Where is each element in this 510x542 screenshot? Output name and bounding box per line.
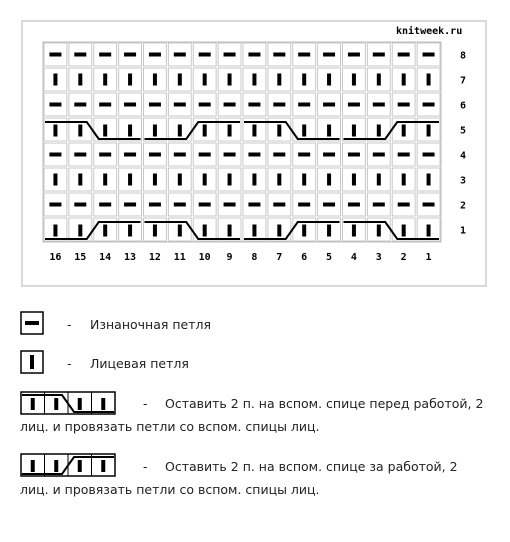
- purl-stitch-icon: [423, 103, 435, 107]
- knit-stitch-icon: [427, 125, 431, 137]
- knit-stitch-icon: [252, 74, 256, 86]
- purl-stitch-icon: [373, 203, 385, 207]
- knit-stitch-icon: [78, 125, 82, 137]
- site-label: knitweek.ru: [396, 26, 463, 37]
- purl-stitch-icon: [298, 203, 310, 207]
- knit-stitch-icon: [178, 174, 182, 186]
- purl-stitch-icon: [124, 153, 136, 157]
- knit-stitch-icon: [377, 125, 381, 137]
- purl-stitch-icon: [273, 153, 285, 157]
- knit-stitch-icon: [54, 398, 58, 410]
- knit-stitch-icon: [53, 74, 57, 86]
- column-number: 12: [148, 252, 161, 263]
- purl-stitch-icon: [174, 153, 186, 157]
- column-number: 9: [226, 252, 233, 263]
- knit-stitch-icon: [203, 225, 207, 237]
- knit-stitch-icon: [153, 174, 157, 186]
- legend-knit-text: Лицевая петля: [90, 356, 189, 371]
- knit-stitch-icon: [53, 225, 57, 237]
- purl-stitch-icon: [273, 103, 285, 107]
- purl-stitch-icon: [248, 153, 260, 157]
- knit-stitch-icon: [402, 74, 406, 86]
- legend-knit-dash: -: [67, 356, 72, 371]
- knit-stitch-icon: [252, 174, 256, 186]
- purl-stitch-icon: [74, 153, 86, 157]
- knit-stitch-icon: [352, 225, 356, 237]
- knit-stitch-icon: [78, 460, 82, 472]
- purl-stitch-icon: [149, 203, 161, 207]
- knit-stitch-icon: [128, 174, 132, 186]
- purl-stitch-icon: [298, 53, 310, 57]
- purl-stitch-icon: [398, 103, 410, 107]
- purl-symbol-icon: [25, 321, 39, 325]
- purl-stitch-icon: [174, 103, 186, 107]
- knit-stitch-icon: [352, 174, 356, 186]
- purl-stitch-icon: [224, 53, 236, 57]
- cable-front-cross-icon: [20, 390, 120, 416]
- knit-stitch-icon: [252, 225, 256, 237]
- purl-stitch-icon: [74, 53, 86, 57]
- knit-stitch-icon: [101, 460, 105, 472]
- row-number: 8: [460, 50, 467, 62]
- column-number: 11: [173, 252, 186, 263]
- column-number: 2: [400, 252, 407, 263]
- knit-stitch-icon: [128, 74, 132, 86]
- purl-stitch-icon: [99, 53, 111, 57]
- purl-stitch-icon: [323, 203, 335, 207]
- purl-stitch-icon: [149, 103, 161, 107]
- knit-stitch-icon: [153, 74, 157, 86]
- knit-stitch-icon: [302, 74, 306, 86]
- row-number: 6: [460, 100, 467, 112]
- legend-cross-back-text-line2: лиц. и провязать петли со вспом. спицы лиц.: [20, 482, 320, 497]
- knit-stitch-icon: [103, 74, 107, 86]
- legend-knit-symbol-box: [20, 350, 46, 374]
- purl-stitch-icon: [248, 53, 260, 57]
- knit-stitch-icon: [54, 460, 58, 472]
- knit-stitch-icon: [427, 174, 431, 186]
- purl-stitch-icon: [423, 153, 435, 157]
- purl-stitch-icon: [423, 53, 435, 57]
- knit-stitch-icon: [327, 174, 331, 186]
- purl-stitch-icon: [248, 203, 260, 207]
- column-number: 10: [198, 252, 211, 263]
- knit-stitch-icon: [101, 398, 105, 410]
- purl-stitch-icon: [99, 153, 111, 157]
- purl-stitch-icon: [49, 103, 61, 107]
- purl-stitch-icon: [224, 203, 236, 207]
- legend-cross-front-dash: -: [143, 396, 148, 411]
- column-number: 4: [350, 252, 357, 263]
- purl-stitch-icon: [373, 153, 385, 157]
- knit-stitch-icon: [327, 225, 331, 237]
- column-number: 14: [99, 252, 112, 263]
- purl-stitch-icon: [398, 203, 410, 207]
- purl-stitch-icon: [199, 153, 211, 157]
- knit-symbol-icon: [30, 355, 34, 369]
- knit-stitch-icon: [78, 225, 82, 237]
- purl-stitch-icon: [423, 203, 435, 207]
- knit-stitch-icon: [78, 398, 82, 410]
- knit-stitch-icon: [377, 225, 381, 237]
- legend-cross-back-dash: -: [143, 459, 148, 474]
- purl-stitch-icon: [99, 103, 111, 107]
- legend-cross-back-text-line1: Оставить 2 п. на вспом. спице за работой, 2: [165, 459, 458, 474]
- purl-stitch-icon: [248, 103, 260, 107]
- purl-stitch-icon: [323, 53, 335, 57]
- legend-purl-text: Изнаночная петля: [90, 317, 212, 332]
- knit-stitch-icon: [377, 174, 381, 186]
- knit-stitch-icon: [178, 125, 182, 137]
- knit-stitch-icon: [402, 125, 406, 137]
- column-number: 7: [276, 252, 283, 263]
- cable-back-cross-icon: [20, 452, 120, 478]
- knit-stitch-icon: [153, 225, 157, 237]
- purl-stitch-icon: [174, 53, 186, 57]
- purl-stitch-icon: [174, 203, 186, 207]
- purl-stitch-icon: [373, 103, 385, 107]
- knit-stitch-icon: [78, 174, 82, 186]
- purl-stitch-icon: [74, 203, 86, 207]
- knit-stitch-icon: [103, 225, 107, 237]
- column-number: 6: [301, 252, 308, 263]
- column-number: 15: [74, 252, 87, 263]
- column-number: 1: [425, 252, 432, 263]
- knit-stitch-icon: [228, 174, 232, 186]
- purl-stitch-icon: [124, 103, 136, 107]
- knit-stitch-icon: [103, 174, 107, 186]
- legend-purl-symbol-box: [20, 311, 46, 335]
- knit-stitch-icon: [302, 225, 306, 237]
- knit-stitch-icon: [277, 74, 281, 86]
- purl-stitch-icon: [149, 53, 161, 57]
- purl-stitch-icon: [199, 203, 211, 207]
- knit-stitch-icon: [128, 225, 132, 237]
- knit-stitch-icon: [103, 125, 107, 137]
- knit-stitch-icon: [178, 225, 182, 237]
- knit-stitch-icon: [427, 74, 431, 86]
- purl-stitch-icon: [348, 203, 360, 207]
- knit-stitch-icon: [78, 74, 82, 86]
- purl-stitch-icon: [323, 103, 335, 107]
- purl-stitch-icon: [199, 103, 211, 107]
- knit-stitch-icon: [277, 225, 281, 237]
- knit-stitch-icon: [302, 125, 306, 137]
- knit-stitch-icon: [153, 125, 157, 137]
- purl-stitch-icon: [273, 203, 285, 207]
- knit-stitch-icon: [203, 174, 207, 186]
- purl-stitch-icon: [49, 153, 61, 157]
- purl-stitch-icon: [348, 153, 360, 157]
- legend-cross-front-text-line2: лиц. и провязать петли со вспом. спицы лиц.: [20, 419, 320, 434]
- knit-stitch-icon: [327, 125, 331, 137]
- knit-stitch-icon: [402, 225, 406, 237]
- knit-stitch-icon: [402, 174, 406, 186]
- row-number: 2: [460, 200, 467, 212]
- purl-stitch-icon: [49, 53, 61, 57]
- purl-stitch-icon: [149, 153, 161, 157]
- knit-stitch-icon: [31, 398, 35, 410]
- knit-stitch-icon: [252, 125, 256, 137]
- legend-purl-dash: -: [67, 317, 72, 332]
- knit-stitch-icon: [128, 125, 132, 137]
- knit-stitch-icon: [178, 74, 182, 86]
- knit-stitch-icon: [53, 125, 57, 137]
- purl-stitch-icon: [99, 203, 111, 207]
- knit-stitch-icon: [203, 125, 207, 137]
- purl-stitch-icon: [398, 153, 410, 157]
- knit-stitch-icon: [352, 74, 356, 86]
- row-number: 5: [460, 125, 467, 137]
- knit-stitch-icon: [427, 225, 431, 237]
- knit-stitch-icon: [228, 225, 232, 237]
- column-number: 5: [326, 252, 333, 263]
- legend-cross-front-text-line1: Оставить 2 п. на вспом. спице перед работой, 2: [165, 396, 484, 411]
- column-number: 8: [251, 252, 258, 263]
- purl-stitch-icon: [348, 53, 360, 57]
- knit-stitch-icon: [277, 125, 281, 137]
- knit-stitch-icon: [277, 174, 281, 186]
- purl-stitch-icon: [298, 153, 310, 157]
- knit-stitch-icon: [31, 460, 35, 472]
- purl-stitch-icon: [124, 53, 136, 57]
- row-number: 4: [460, 150, 467, 162]
- column-number: 16: [49, 252, 62, 263]
- knit-stitch-icon: [228, 74, 232, 86]
- purl-stitch-icon: [49, 203, 61, 207]
- purl-stitch-icon: [224, 103, 236, 107]
- knit-stitch-icon: [203, 74, 207, 86]
- purl-stitch-icon: [323, 153, 335, 157]
- row-number: 7: [460, 75, 467, 87]
- row-number: 3: [460, 175, 467, 187]
- knit-stitch-icon: [352, 125, 356, 137]
- purl-stitch-icon: [273, 53, 285, 57]
- purl-stitch-icon: [348, 103, 360, 107]
- knit-stitch-icon: [228, 125, 232, 137]
- purl-stitch-icon: [224, 153, 236, 157]
- purl-stitch-icon: [199, 53, 211, 57]
- column-number: 3: [375, 252, 382, 263]
- knit-stitch-icon: [302, 174, 306, 186]
- row-number: 1: [460, 225, 467, 237]
- knit-stitch-icon: [377, 74, 381, 86]
- column-number: 13: [124, 252, 137, 263]
- purl-stitch-icon: [74, 103, 86, 107]
- purl-stitch-icon: [373, 53, 385, 57]
- purl-stitch-icon: [124, 203, 136, 207]
- purl-stitch-icon: [398, 53, 410, 57]
- knit-stitch-icon: [53, 174, 57, 186]
- purl-stitch-icon: [298, 103, 310, 107]
- knit-stitch-icon: [327, 74, 331, 86]
